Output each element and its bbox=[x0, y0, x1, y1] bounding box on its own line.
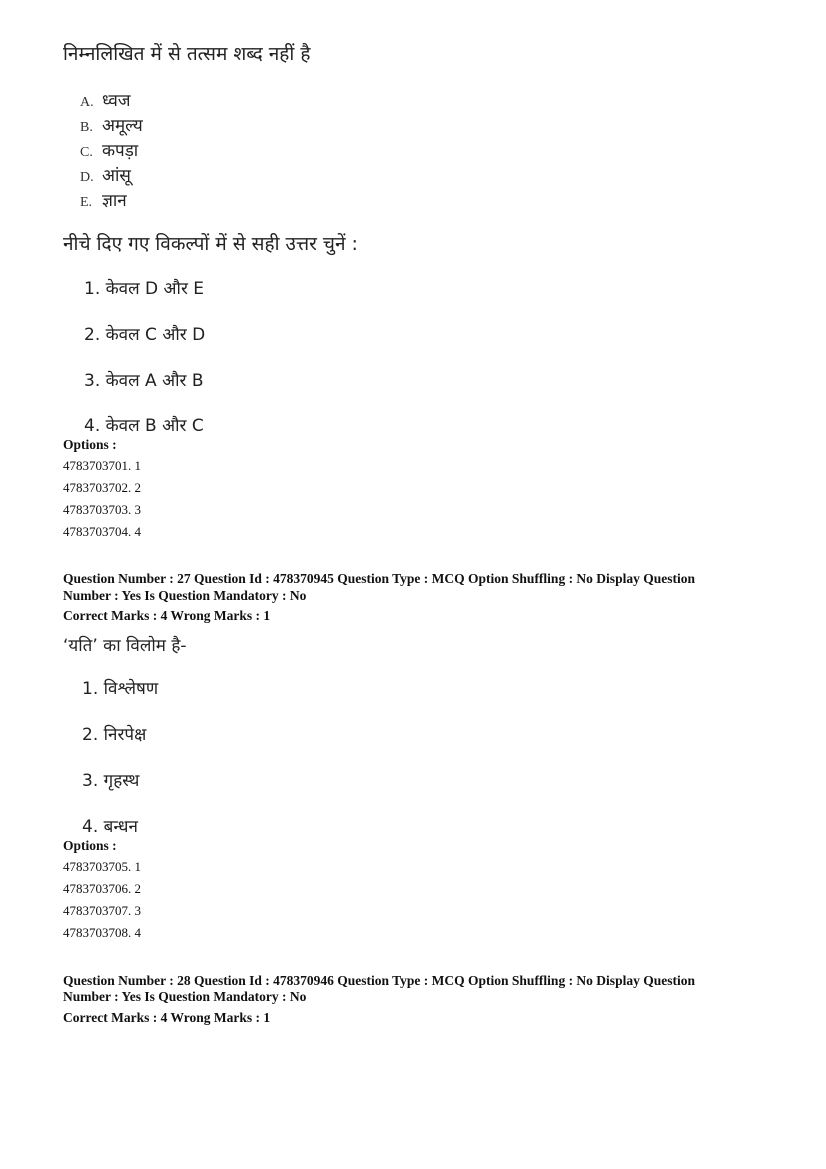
option-id-row: 4783703703. 3 bbox=[63, 502, 141, 517]
choice-e bbox=[80, 188, 127, 211]
choice-d bbox=[80, 163, 131, 186]
choice-b bbox=[80, 113, 143, 136]
answer-option-1: 1. केवल D और E bbox=[84, 279, 205, 299]
choice-c bbox=[80, 138, 138, 161]
question-27-meta-line1: Question Number : 27 Question Id : 478370945 Question Type : MCQ Option Shuffling : No Display Question bbox=[63, 571, 695, 586]
choice-letter: C. bbox=[80, 145, 93, 160]
option-id-row: 4783703702. 2 bbox=[63, 480, 141, 495]
answer-option-1: 1. विश्लेषण bbox=[82, 679, 159, 699]
option-id-row: 4783703705. 1 bbox=[63, 859, 141, 874]
choice-text: कपड़ा bbox=[102, 141, 139, 161]
choice-letter: A. bbox=[80, 95, 94, 110]
choice-letter: B. bbox=[80, 120, 93, 135]
option-id-row: 4783703707. 3 bbox=[63, 903, 141, 918]
answer-option-2: 2. निरपेक्ष bbox=[82, 725, 147, 745]
answer-option-3: 3. केवल A और B bbox=[84, 371, 204, 391]
choice-text: अमूल्य bbox=[102, 116, 143, 136]
question-26-instruction: नीचे दिए गए विकल्पों में से सही उत्तर चुनें : bbox=[63, 233, 358, 255]
question-27-marks: Correct Marks : 4 Wrong Marks : 1 bbox=[63, 608, 271, 623]
answer-option-3: 3. गृहस्थ bbox=[82, 771, 140, 791]
question-28-marks: Correct Marks : 4 Wrong Marks : 1 bbox=[63, 1010, 271, 1025]
question-27-text: ‘यति’ का विलोम है- bbox=[63, 636, 187, 656]
choice-letter: E. bbox=[80, 195, 93, 210]
question-27-meta-line2: Number : Yes Is Question Mandatory : No bbox=[63, 588, 307, 603]
option-id-row: 4783703706. 2 bbox=[63, 881, 141, 896]
options-label: Options : bbox=[63, 437, 117, 452]
choice-text: ज्ञान bbox=[102, 191, 127, 211]
question-28-meta-line1: Question Number : 28 Question Id : 478370946 Question Type : MCQ Option Shuffling : No Display Question bbox=[63, 973, 695, 988]
question-28-meta-line2: Number : Yes Is Question Mandatory : No bbox=[63, 989, 307, 1004]
answer-option-4: 4. बन्धन bbox=[82, 817, 138, 837]
option-id-row: 4783703708. 4 bbox=[63, 925, 141, 940]
answer-option-4: 4. केवल B और C bbox=[84, 416, 204, 436]
option-id-row: 4783703701. 1 bbox=[63, 458, 141, 473]
option-id-row: 4783703704. 4 bbox=[63, 524, 141, 539]
choice-text: ध्वज bbox=[102, 91, 131, 111]
answer-option-2: 2. केवल C और D bbox=[84, 325, 206, 345]
choice-a bbox=[80, 88, 130, 111]
choice-text: आंसू bbox=[102, 166, 131, 186]
question-26-text: निम्नलिखित में से तत्सम शब्द नहीं है bbox=[63, 43, 311, 65]
choice-letter: D. bbox=[80, 170, 94, 185]
options-label: Options : bbox=[63, 838, 117, 853]
